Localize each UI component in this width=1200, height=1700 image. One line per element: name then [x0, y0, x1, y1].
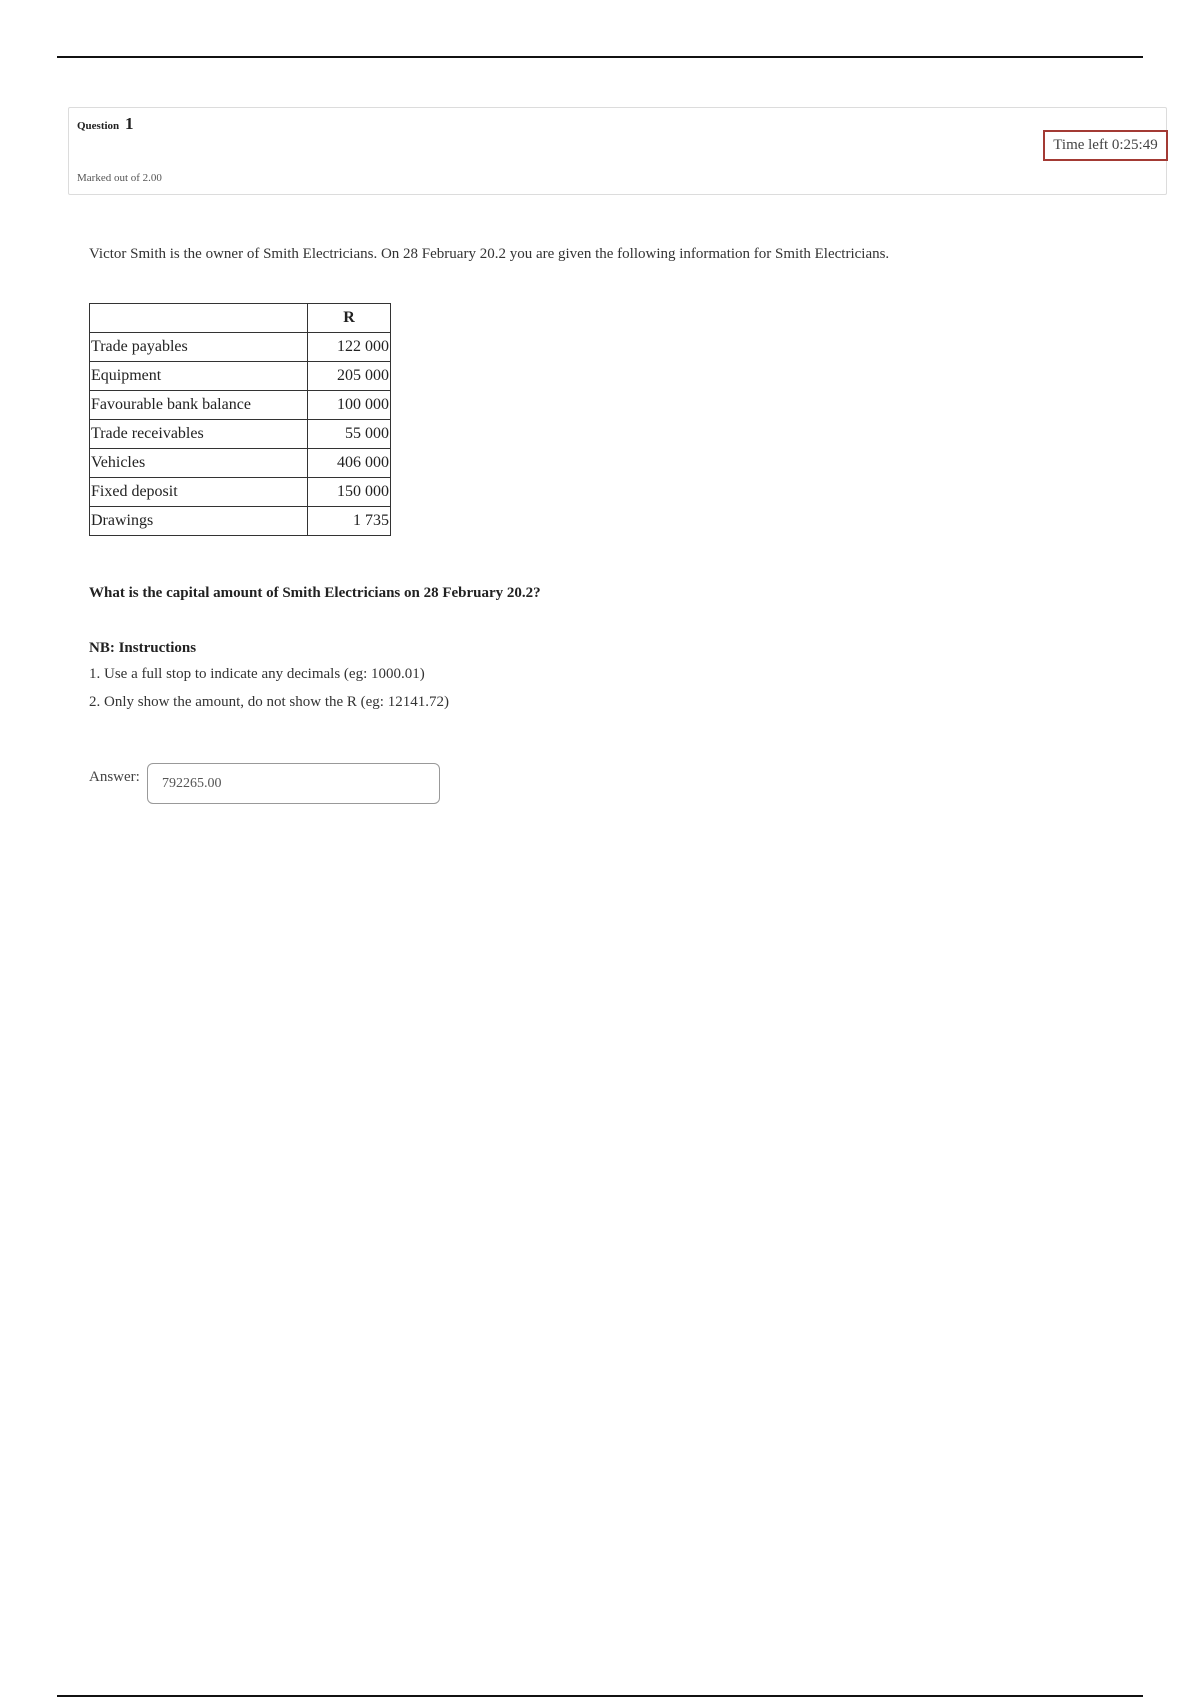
bottom-divider — [57, 1695, 1143, 1697]
table-header-currency: R — [308, 304, 391, 333]
instruction-item: 1. Use a full stop to indicate any decimals (eg: 1000.01) — [89, 666, 425, 682]
table-cell-label: Fixed deposit — [90, 478, 308, 507]
table-cell-amount: 406 000 — [308, 449, 391, 478]
table-cell-amount: 122 000 — [308, 333, 391, 362]
answer-label: Answer: — [89, 769, 140, 785]
table-row — [90, 391, 391, 420]
table-row — [90, 420, 391, 449]
table-cell-amount: 205 000 — [308, 362, 391, 391]
table-row — [90, 507, 391, 536]
top-divider — [57, 56, 1143, 58]
table-cell-amount: 1 735 — [308, 507, 391, 536]
table-row — [90, 362, 391, 391]
balances-table — [89, 303, 391, 536]
answer-input[interactable] — [147, 763, 440, 804]
table-cell-label: Vehicles — [90, 449, 308, 478]
instructions-title: NB: Instructions — [89, 640, 197, 656]
table-cell-label: Trade payables — [90, 333, 308, 362]
question-info-box — [68, 107, 1167, 195]
question-grade: Marked out of 2.00 — [77, 172, 162, 184]
table-row — [90, 449, 391, 478]
table-cell-label: Favourable bank balance — [90, 391, 308, 420]
table-cell-label: Trade receivables — [90, 420, 308, 449]
table-cell-amount: 55 000 — [308, 420, 391, 449]
table-header-item — [90, 304, 308, 333]
table-cell-amount: 150 000 — [308, 478, 391, 507]
question-label: Question — [77, 120, 120, 132]
table-cell-label: Drawings — [90, 507, 308, 536]
quiz-timer: Time left 0:25:49 — [1043, 130, 1168, 161]
question-number-value: 1 — [124, 114, 134, 133]
instruction-item: 2. Only show the amount, do not show the R (eg: 12141.72) — [89, 694, 449, 710]
question-intro-text: Victor Smith is the owner of Smith Electricians. On 28 February 20.2 you are given the following information for Smith Electricians. — [89, 246, 890, 262]
question-prompt: What is the capital amount of Smith Electricians on 28 February 20.2? — [89, 585, 541, 601]
question-number — [77, 114, 133, 134]
table-header-row — [90, 304, 391, 333]
table-row — [90, 478, 391, 507]
table-row — [90, 333, 391, 362]
table-cell-label: Equipment — [90, 362, 308, 391]
table-cell-amount: 100 000 — [308, 391, 391, 420]
